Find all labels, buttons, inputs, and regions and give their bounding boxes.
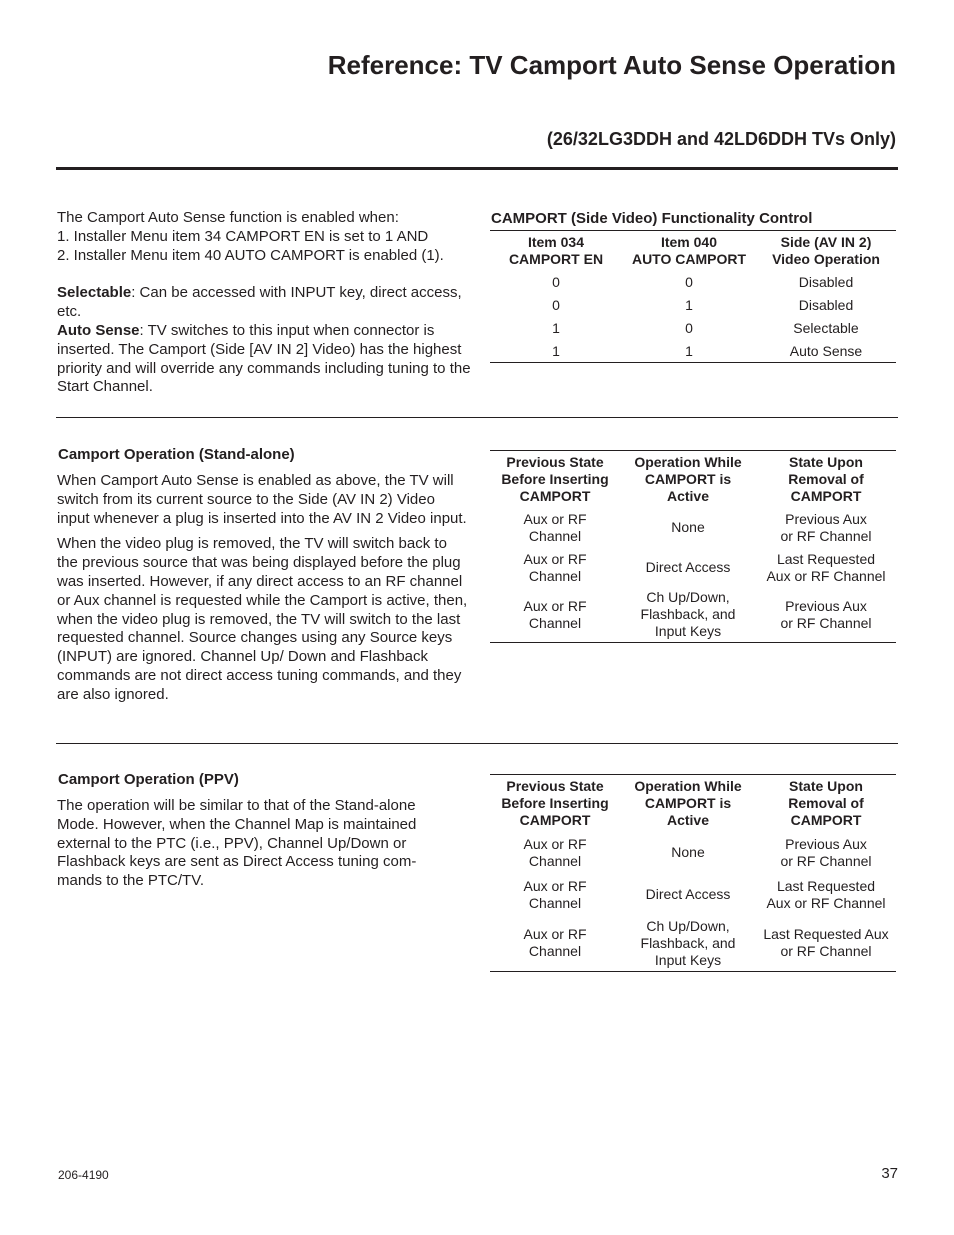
table-cell: Direct Access (645, 559, 731, 575)
table-row (490, 294, 896, 317)
intro-line-1: The Camport Auto Sense function is enabled when: (57, 209, 399, 226)
func-header-video-operation: Side (AV IN 2) Video Operation (772, 233, 880, 267)
table-row (490, 588, 896, 643)
table-cell: 1 (552, 320, 560, 336)
table-cell: Disabled (798, 297, 854, 313)
table-row (490, 874, 896, 916)
table-cell: Aux or RF Channel (523, 550, 587, 584)
table-row (490, 317, 896, 340)
table-cell: Previous Aux or RF Channel (780, 597, 872, 631)
standalone-para-2: When the video plug is removed, the TV will switch back to the previous source that was being displayed before the plug was inserted. However, if any direct access to an RF channel or Aux channel is requested while the Camport is active, then, when the video plug is removed, the TV will switch to the last requested channel. Source changes using any Source keys (INPUT) are ignored. Channel Up/ Down and Flashback commands are not direct access tuning commands, and they are also ignored. (57, 535, 468, 703)
func-table-caption: CAMPORT (Side Video) Functionality Control (491, 210, 813, 227)
table-row (490, 832, 896, 874)
table-cell: Aux or RF Channel (523, 597, 587, 631)
table-row (490, 271, 896, 294)
table-cell: 0 (685, 274, 693, 290)
func-table (490, 230, 896, 363)
selectable-term: Selectable (57, 284, 132, 302)
autosense-text: : TV switches to this input when connector is inserted. The Camport (Side [AV IN 2] Video) has the highest priority and will override any commands including tuning to the Start Channel. (57, 321, 471, 396)
ppv-para-1: The operation will be similar to that of the Stand-alone Mode. However, when the Channel Map is maintained external to the PTC (i.e., PPV), Channel Up/Down or Flashback keys are sent as Direct Access tuning com- mands to the PTC/TV. (57, 797, 417, 890)
standalone-table-header-row (490, 451, 896, 508)
table-cell: Auto Sense (789, 342, 863, 359)
selectable-text: : Can be accessed with INPUT key, direct access, etc. (57, 284, 462, 321)
ppv-text (57, 797, 437, 891)
table-cell: Last Requested Aux or RF Channel (763, 926, 889, 960)
table-row (490, 548, 896, 588)
intro-line-2: 1. Installer Menu item 34 CAMPORT EN is set to 1 AND (57, 227, 429, 245)
table-cell: 1 (552, 342, 560, 359)
standalone-heading: Camport Operation (Stand-alone) (58, 446, 295, 463)
header-operation-while-active: Operation While CAMPORT is Active (634, 453, 742, 504)
header-previous-state: Previous State Before Inserting CAMPORT (501, 453, 609, 504)
table-cell: Aux or RF Channel (523, 926, 587, 960)
table-row (490, 508, 896, 548)
func-header-item040: Item 040 AUTO CAMPORT (631, 233, 747, 267)
selectable-definition (57, 284, 473, 322)
table-cell: 1 (685, 297, 693, 313)
standalone-table (490, 450, 896, 643)
header-divider (56, 167, 898, 170)
table-cell: Ch Up/Down, Flashback, and Input Keys (640, 589, 736, 640)
table-cell: Ch Up/Down, Flashback, and Input Keys (640, 917, 736, 968)
page-title: Reference: TV Camport Auto Sense Operation (327, 50, 896, 80)
ppv-table-header-row (490, 775, 896, 832)
table-cell: None (671, 519, 705, 535)
table-cell: Aux or RF Channel (523, 510, 587, 544)
table-cell: Previous Aux or RF Channel (780, 835, 872, 869)
table-row (490, 340, 896, 363)
table-cell: Disabled (798, 274, 854, 290)
section-divider (56, 417, 898, 418)
table-cell: 0 (552, 274, 560, 290)
autosense-definition (57, 322, 473, 397)
page-number: 37 (881, 1165, 898, 1182)
table-cell: 1 (685, 342, 693, 359)
table-cell: None (671, 844, 705, 860)
header-previous-state: Previous State Before Inserting CAMPORT (501, 777, 609, 828)
ppv-table (490, 774, 896, 972)
page-subtitle: (26/32LG3DDH and 42LD6DDH TVs Only) (546, 129, 896, 149)
table-cell: Selectable (793, 320, 859, 336)
intro-line-3: 2. Installer Menu item 40 AUTO CAMPORT is enabled (1). (57, 246, 444, 264)
table-cell: Previous Aux or RF Channel (780, 510, 872, 544)
header-state-upon-removal: State Upon Removal of CAMPORT (788, 453, 864, 504)
table-row (490, 916, 896, 972)
intro-text (57, 209, 473, 397)
document-number: 206-4190 (58, 1168, 109, 1182)
table-cell: Last Requested Aux or RF Channel (766, 877, 886, 911)
header-state-upon-removal: State Upon Removal of CAMPORT (788, 777, 864, 828)
standalone-text (57, 472, 471, 705)
table-cell: 0 (552, 297, 560, 313)
standalone-para-1: When Camport Auto Sense is enabled as above, the TV will switch from its current source to the Side (AV IN 2) Video input whenever a plug is inserted into the AV IN 2 Video input. (57, 472, 467, 527)
header-operation-while-active: Operation While CAMPORT is Active (634, 777, 742, 828)
table-cell: Aux or RF Channel (523, 835, 587, 869)
autosense-term: Auto Sense (57, 321, 140, 339)
func-table-header-row (490, 231, 896, 271)
table-cell: 0 (685, 320, 693, 336)
table-cell: Aux or RF Channel (523, 877, 587, 911)
section-divider (56, 743, 898, 744)
ppv-heading: Camport Operation (PPV) (58, 771, 239, 788)
func-header-item034: Item 034 CAMPORT EN (508, 233, 604, 267)
table-cell: Direct Access (645, 886, 731, 902)
table-cell: Last Requested Aux or RF Channel (766, 550, 886, 584)
